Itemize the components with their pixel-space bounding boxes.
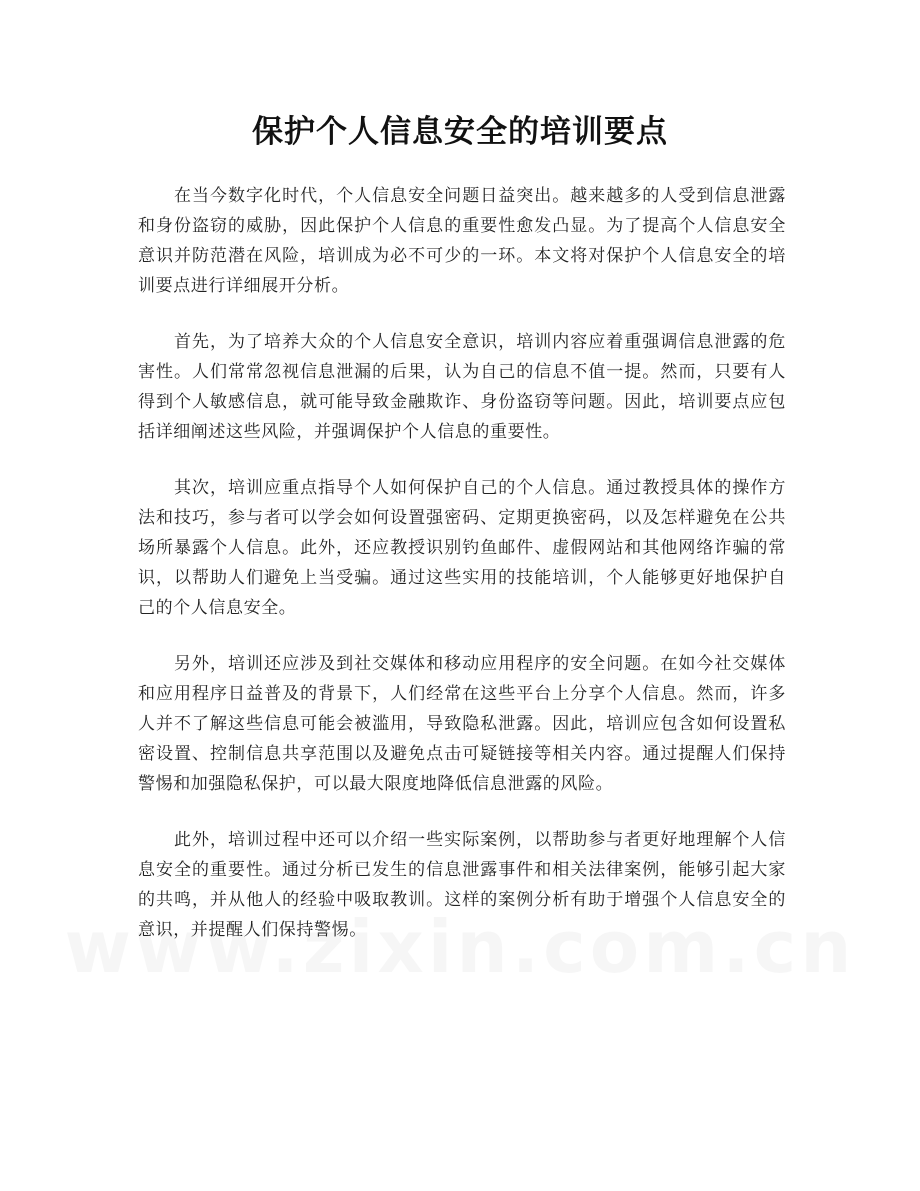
- paragraph-3: 其次，培训应重点指导个人如何保护自己的个人信息。通过教授具体的操作方法和技巧，参与者可以学会如何设置强密码、定期更换密码，以及怎样避免在公共场所暴露个人信息。此外，还应教授识别钓鱼邮件、虚假网站和其他网络诈骗的常识，以帮助人们避免上当受骗。通过这些实用的技能培训，个人能够更好地保护自己的个人信息安全。: [138, 478, 786, 618]
- document-body: [138, 181, 786, 971]
- paragraph-2: 首先，为了培养大众的个人信息安全意识，培训内容应着重强调信息泄露的危害性。人们常常忽视信息泄漏的后果，认为自己的信息不值一提。然而，只要有人得到个人敏感信息，就可能导致金融欺诈、身份盗窃等问题。因此，培训要点应包括详细阐述这些风险，并强调保护个人信息的重要性。: [138, 332, 786, 442]
- document-title: 保护个人信息安全的培训要点: [252, 114, 668, 150]
- paragraph-1: 在当今数字化时代，个人信息安全问题日益突出。越来越多的人受到信息泄露和身份盗窃的威胁，因此保护个人信息的重要性愈发凸显。为了提高个人信息安全意识并防范潜在风险，培训成为必不可少的一环。本文将对保护个人信息安全的培训要点进行详细展开分析。: [138, 186, 786, 296]
- paragraph-4: 另外，培训还应涉及到社交媒体和移动应用程序的安全问题。在如今社交媒体和应用程序日益普及的背景下，人们经常在这些平台上分享个人信息。然而，许多人并不了解这些信息可能会被滥用，导致隐私泄露。因此，培训应包含如何设置私密设置、控制信息共享范围以及避免点击可疑链接等相关内容。通过提醒人们保持警惕和加强隐私保护，可以最大限度地降低信息泄露的风险。: [138, 654, 786, 794]
- paragraph-5: 此外，培训过程中还可以介绍一些实际案例，以帮助参与者更好地理解个人信息安全的重要性。通过分析已发生的信息泄露事件和相关法律案例，能够引起大家的共鸣，并从他人的经验中吸取教训。这样的案例分析有助于增强个人信息安全的意识，并提醒人们保持警惕。: [138, 830, 786, 940]
